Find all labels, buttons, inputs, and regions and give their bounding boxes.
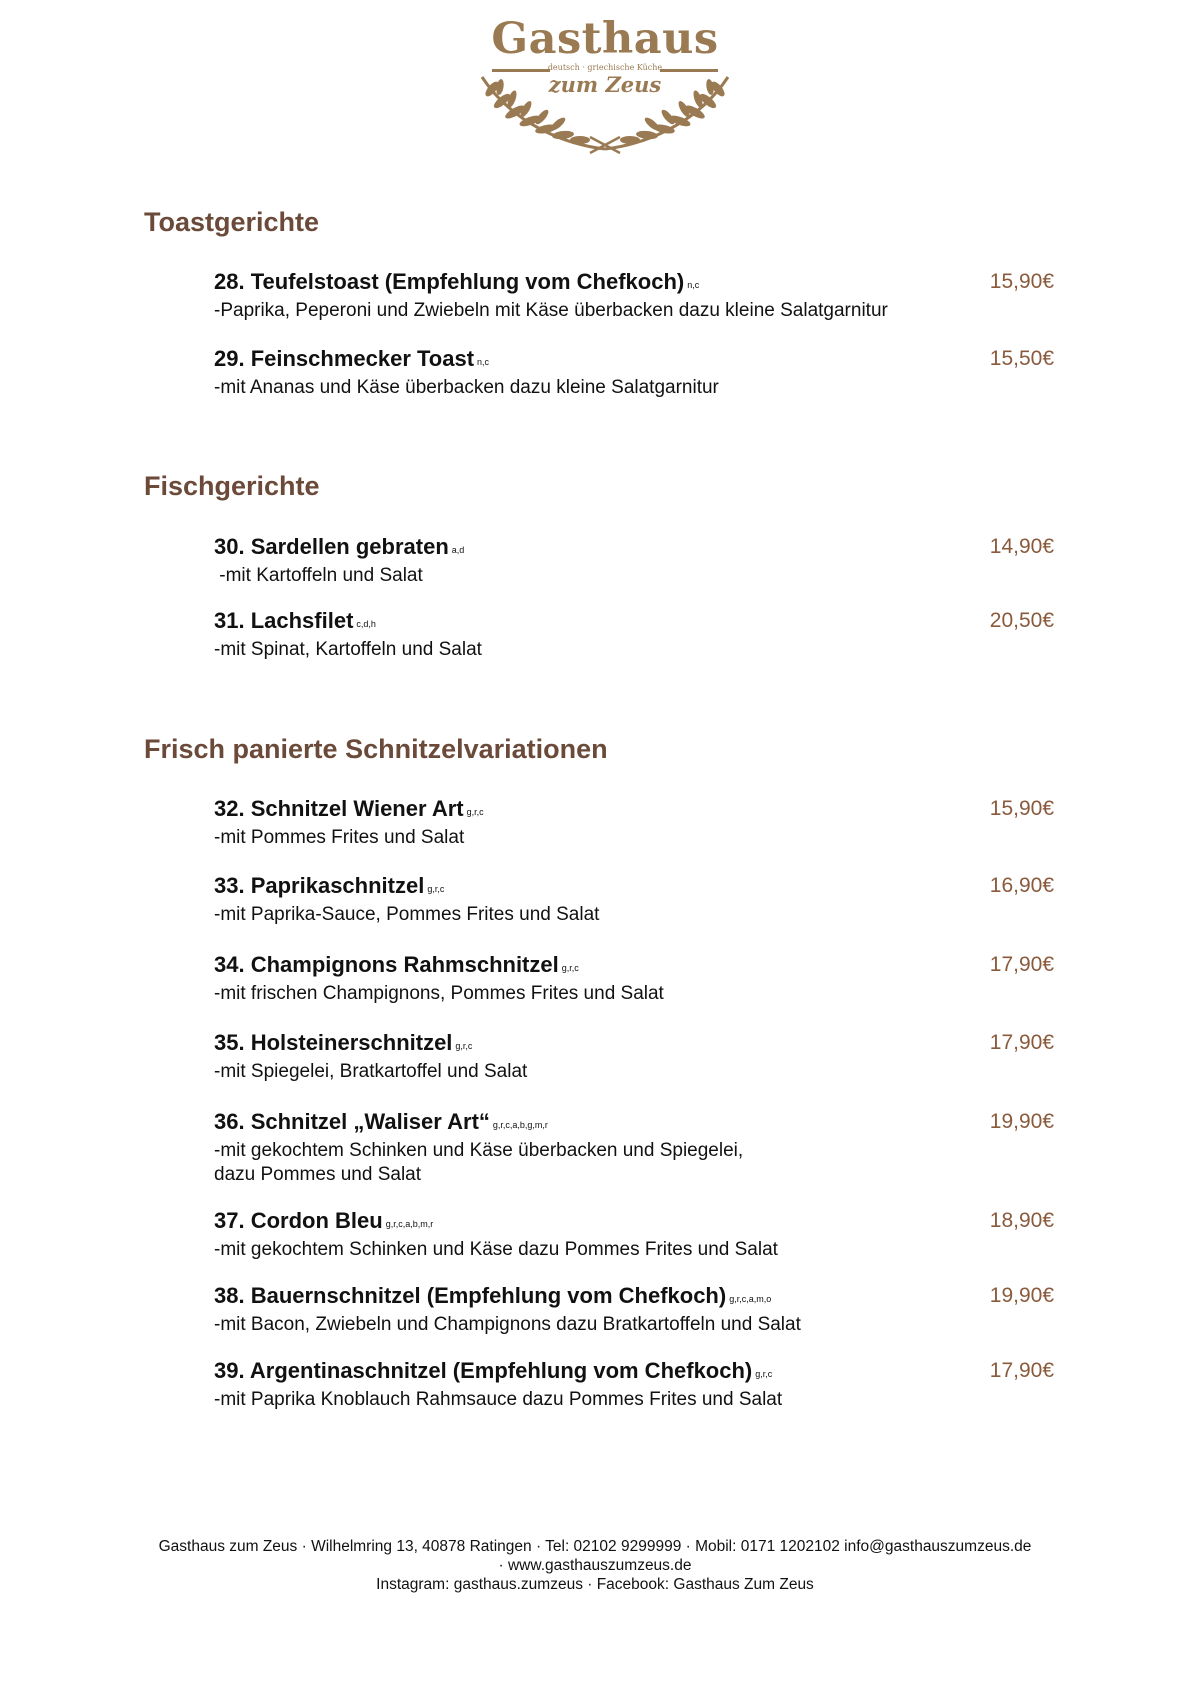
item-price: 15,90€ xyxy=(989,270,1054,293)
item-description: -mit Pommes Frites und Salat xyxy=(214,827,465,848)
item-description-continued: dazu Pommes und Salat xyxy=(214,1164,422,1185)
item-allergens: g,r,c xyxy=(455,1041,473,1051)
item-description: -mit Bacon, Zwiebeln und Champignons dazu Bratkartoffeln und Salat xyxy=(214,1314,801,1335)
restaurant-logo xyxy=(470,12,740,142)
item-name: 37. Cordon Bleu $_{g,r,c,a,b,m,r}$ xyxy=(214,1208,434,1233)
item-price: 19,90€ xyxy=(989,1284,1054,1307)
logo-name: zum Zeus xyxy=(548,72,662,97)
item-allergens: a,d xyxy=(451,545,465,555)
menu-item xyxy=(214,346,1054,400)
section-title-schnitzel: Frisch panierte Schnitzelvariationen xyxy=(144,734,608,764)
item-price: 18,90€ xyxy=(989,1209,1054,1232)
section-title-toastgerichte: Toastgerichte xyxy=(144,207,320,237)
item-name: 32. Schnitzel Wiener Art $_{g,r,c}$ xyxy=(214,796,484,821)
menu-item xyxy=(214,952,1054,1006)
item-allergens: g,r,c,a,m,o xyxy=(729,1294,772,1304)
item-price: 17,90€ xyxy=(989,953,1054,976)
item-price: 17,90€ xyxy=(989,1359,1054,1382)
menu-item xyxy=(214,1030,1054,1084)
item-allergens: g,r,c xyxy=(427,884,445,894)
item-name: 28. Teufelstoast (Empfehlung vom Chefkoch) $_{n,c}$ xyxy=(214,269,700,294)
item-allergens: g,r,c,a,b,g,m,r xyxy=(492,1120,548,1130)
item-allergens: g,r,c xyxy=(755,1369,773,1379)
item-allergens: g,r,c xyxy=(466,807,484,817)
item-description: -Paprika, Peperoni und Zwiebeln mit Käse überbacken dazu kleine Salatgarnitur xyxy=(214,300,888,321)
logo-brand: Gasthaus xyxy=(491,14,719,64)
item-description: -mit Spinat, Kartoffeln und Salat xyxy=(214,639,482,660)
footer-contact xyxy=(130,1537,1060,1594)
item-price: 15,90€ xyxy=(989,797,1054,820)
menu-item xyxy=(214,1358,1054,1412)
footer-line-address: Gasthaus zum Zeus · Wilhelmring 13, 40878 Ratingen · Tel: 02102 9299999 · Mobil: 0171 1202102 info@gasthauszumzeus.de xyxy=(158,1538,1032,1555)
footer-line-website: · www.gasthauszumzeus.de xyxy=(498,1557,692,1574)
item-name: 36. Schnitzel „Waliser Art“ $_{g,r,c,a,b,g,m,r}$ xyxy=(214,1109,548,1134)
item-price: 20,50€ xyxy=(989,609,1054,632)
item-description: -mit gekochtem Schinken und Käse dazu Pommes Frites und Salat xyxy=(214,1239,778,1260)
item-price: 19,90€ xyxy=(989,1110,1054,1133)
menu-item xyxy=(214,269,1054,323)
item-description: -mit Paprika-Sauce, Pommes Frites und Salat xyxy=(214,904,600,925)
item-description: -mit Kartoffeln und Salat xyxy=(214,565,423,586)
menu-item xyxy=(214,608,1054,662)
menu-item xyxy=(214,1208,1054,1262)
section-title-fischgerichte: Fischgerichte xyxy=(144,471,320,501)
item-description: -mit Paprika Knoblauch Rahmsauce dazu Pommes Frites und Salat xyxy=(214,1389,783,1410)
item-allergens: g,r,c xyxy=(561,963,579,973)
item-description: -mit Ananas und Käse überbacken dazu kleine Salatgarnitur xyxy=(214,377,719,398)
item-name: 38. Bauernschnitzel (Empfehlung vom Chefkoch) $_{g,r,c,a,m,o}$ xyxy=(214,1283,772,1308)
footer-line-social: Instagram: gasthaus.zumzeus · Facebook: Gasthaus Zum Zeus xyxy=(376,1576,814,1593)
item-name: 34. Champignons Rahmschnitzel $_{g,r,c}$ xyxy=(214,952,579,977)
laurel-wreath-icon xyxy=(470,57,740,157)
menu-item xyxy=(214,1283,1054,1337)
item-price: 15,50€ xyxy=(989,347,1054,370)
menu-item xyxy=(214,1109,1054,1187)
menu-item xyxy=(214,534,1054,588)
item-allergens: n,c xyxy=(687,280,700,290)
item-description: -mit Spiegelei, Bratkartoffel und Salat xyxy=(214,1061,528,1082)
item-allergens: g,r,c,a,b,m,r xyxy=(385,1219,434,1229)
item-name: 39. Argentinaschnitzel (Empfehlung vom Chefkoch) $_{g,r,c}$ xyxy=(214,1358,773,1383)
logo-subtitle: deutsch · griechische Küche xyxy=(547,63,663,72)
item-price: 14,90€ xyxy=(989,535,1054,558)
menu-item xyxy=(214,796,1054,850)
item-name: 35. Holsteinerschnitzel $_{g,r,c}$ xyxy=(214,1030,473,1055)
item-price: 17,90€ xyxy=(989,1031,1054,1054)
item-allergens: c,d,h xyxy=(356,619,376,629)
item-name: 29. Feinschmecker Toast $_{n,c}$ xyxy=(214,346,490,371)
item-name: 33. Paprikaschnitzel $_{g,r,c}$ xyxy=(214,873,445,898)
item-description: -mit frischen Champignons, Pommes Frites und Salat xyxy=(214,983,664,1004)
item-price: 16,90€ xyxy=(989,874,1054,897)
item-name: 31. Lachsfilet $_{c,d,h}$ xyxy=(214,608,376,633)
item-description: -mit gekochtem Schinken und Käse überbacken und Spiegelei, xyxy=(214,1140,744,1161)
item-name: 30. Sardellen gebraten $_{a,d}$ xyxy=(214,534,465,559)
item-allergens: n,c xyxy=(477,357,490,367)
menu-item xyxy=(214,873,1054,927)
